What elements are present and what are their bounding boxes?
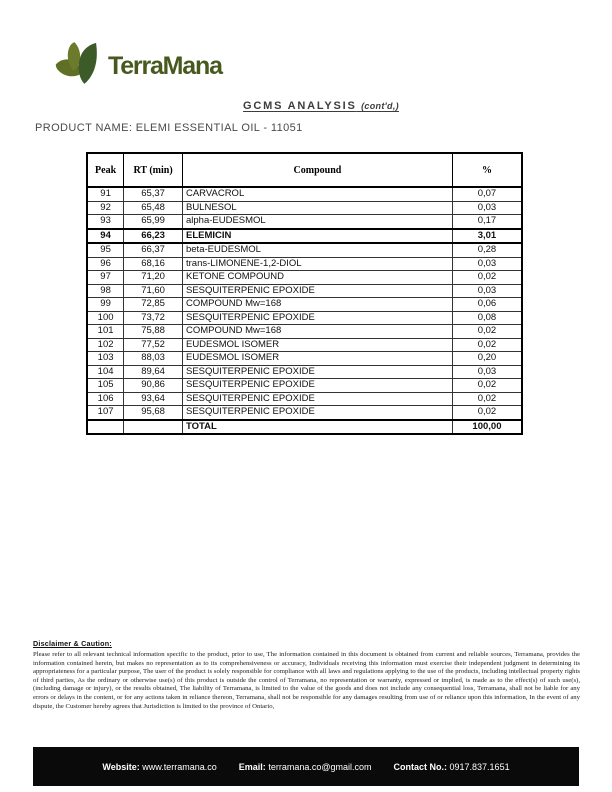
cell-pct: 0,17 [452, 215, 522, 229]
cell-pct: 0,02 [452, 406, 522, 420]
cell-compound: CARVACROL [182, 187, 452, 201]
cell-rt: 93,64 [124, 392, 183, 406]
cell-pct: 0,20 [452, 352, 522, 366]
cell-compound: trans-LIMONENE-1,2-DIOL [182, 257, 452, 271]
cell-peak: 101 [87, 325, 124, 339]
cell-rt: 66,37 [124, 243, 183, 257]
table-body [87, 187, 522, 434]
cell-pct: 0,06 [452, 298, 522, 312]
header-peak: Peak [87, 153, 124, 187]
cell-peak: 94 [87, 229, 124, 244]
cell-peak: 102 [87, 338, 124, 352]
cell-compound: COMPOUND Mw=168 [182, 298, 452, 312]
cell-compound: SESQUITERPENIC EPOXIDE [182, 311, 452, 325]
table-header-row [87, 153, 522, 187]
cell-pct: 0,03 [452, 257, 522, 271]
disclaimer-heading: Disclaimer & Caution: [33, 639, 112, 648]
cell-peak: 95 [87, 243, 124, 257]
cell-compound: COMPOUND Mw=168 [182, 325, 452, 339]
header-percent: % [452, 153, 522, 187]
product-name: PRODUCT NAME: ELEMI ESSENTIAL OIL - 11051 [35, 122, 303, 134]
cell-rt: 88,03 [124, 352, 183, 366]
footer-email [239, 762, 372, 772]
table-row [87, 284, 522, 298]
cell-peak: 91 [87, 187, 124, 201]
cell-peak: 97 [87, 271, 124, 285]
terramana-logo [55, 36, 222, 90]
cell-pct: 0,02 [452, 338, 522, 352]
table-row [87, 215, 522, 229]
table-row [87, 243, 522, 257]
cell-compound: beta-EUDESMOL [182, 243, 452, 257]
cell-compound: KETONE COMPOUND [182, 271, 452, 285]
cell-pct: 0,28 [452, 243, 522, 257]
cell-pct: 0,08 [452, 311, 522, 325]
cell-peak: 105 [87, 379, 124, 393]
cell-rt [124, 420, 183, 435]
table-row [87, 257, 522, 271]
cell-peak: 93 [87, 215, 124, 229]
cell-rt: 66,23 [124, 229, 183, 244]
document-title [0, 96, 612, 114]
cell-compound: alpha-EUDESMOL [182, 215, 452, 229]
cell-pct: 100,00 [452, 420, 522, 435]
cell-compound: SESQUITERPENIC EPOXIDE [182, 365, 452, 379]
cell-rt: 75,88 [124, 325, 183, 339]
table-row [87, 229, 522, 244]
brand-name: TerraMana [108, 51, 222, 80]
table-row [87, 365, 522, 379]
cell-pct: 0,02 [452, 392, 522, 406]
footer-website-label: Website: [102, 761, 140, 772]
table-row [87, 406, 522, 420]
table-row [87, 325, 522, 339]
header-compound: Compound [182, 153, 452, 187]
table-row [87, 187, 522, 201]
footer-website-value: www.terramana.co [142, 761, 217, 772]
gcms-results-table [86, 152, 523, 435]
leaves-icon [55, 36, 103, 90]
cell-peak: 98 [87, 284, 124, 298]
cell-pct: 3,01 [452, 229, 522, 244]
footer-bar [33, 747, 579, 786]
footer-website [102, 762, 216, 772]
table-row [87, 338, 522, 352]
cell-compound: SESQUITERPENIC EPOXIDE [182, 392, 452, 406]
cell-rt: 72,85 [124, 298, 183, 312]
cell-peak: 103 [87, 352, 124, 366]
disclaimer-section [33, 639, 580, 711]
title-suffix: (cont'd,) [361, 101, 399, 111]
disclaimer-body: Please refer to all relevant technical information specific to the product, prior to use, The information contained in this document is obtained from current and reliable sources, Terramana, provides the information contained herein, but makes no representation as to its comprehensiveness or accuracy, Individuals receiving this information must exercise their independent judgment in determining its appropriateness for a particular purpose, The user of the product is solely responsible for compliance with all laws and regulations applying to the use of the products, including intellectual property rights of third parties, As the ordinary or otherwise use(s) of this product is outside the control of Terramana, no representation or warranty, expressed or implied, is made as to the effect(s) of such use(s), (including damage or injury), or the results obtained, The liability of Terramana, is limited to the value of the goods and does not include any consequential loss, Terramana, shall not be liable for any errors or delays in the content, or for any actions taken in reliance thereon, Terramana, shall not be responsible for any damages resulting from use of or reliance upon this information, In the event of any dispute, the Customer hereby agrees that Jurisdiction is limited to the province of Ontario, [33, 651, 580, 710]
cell-rt: 95,68 [124, 406, 183, 420]
cell-rt: 65,48 [124, 201, 183, 215]
cell-peak: 92 [87, 201, 124, 215]
cell-peak: 100 [87, 311, 124, 325]
cell-rt: 89,64 [124, 365, 183, 379]
table-row [87, 201, 522, 215]
cell-peak: 99 [87, 298, 124, 312]
cell-compound: EUDESMOL ISOMER [182, 338, 452, 352]
cell-pct: 0,03 [452, 284, 522, 298]
cell-pct: 0,02 [452, 271, 522, 285]
table-row [87, 352, 522, 366]
cell-rt: 68,16 [124, 257, 183, 271]
cell-compound: TOTAL [182, 420, 452, 435]
cell-compound: EUDESMOL ISOMER [182, 352, 452, 366]
table-row [87, 311, 522, 325]
cell-rt: 77,52 [124, 338, 183, 352]
table-row [87, 271, 522, 285]
cell-compound: SESQUITERPENIC EPOXIDE [182, 379, 452, 393]
cell-peak: 107 [87, 406, 124, 420]
cell-peak: 96 [87, 257, 124, 271]
cell-compound: BULNESOL [182, 201, 452, 215]
cell-pct: 0,02 [452, 325, 522, 339]
footer-email-label: Email: [238, 761, 266, 772]
cell-pct: 0,07 [452, 187, 522, 201]
table-row-total [87, 420, 522, 435]
cell-rt: 73,72 [124, 311, 183, 325]
cell-peak: 104 [87, 365, 124, 379]
title-main: GCMS ANALYSIS [243, 100, 357, 112]
cell-rt: 90,86 [124, 379, 183, 393]
table-header [87, 153, 522, 187]
footer-contact-label: Contact No.: [393, 761, 447, 772]
cell-pct: 0,03 [452, 201, 522, 215]
cell-peak [87, 420, 124, 435]
footer-contact-value: 0917.837.1651 [449, 761, 510, 772]
cell-rt: 71,60 [124, 284, 183, 298]
cell-compound: SESQUITERPENIC EPOXIDE [182, 284, 452, 298]
header-rt: RT (min) [124, 153, 183, 187]
cell-pct: 0,02 [452, 379, 522, 393]
cell-pct: 0,03 [452, 365, 522, 379]
cell-rt: 65,99 [124, 215, 183, 229]
cell-compound: ELEMICIN [182, 229, 452, 244]
cell-rt: 71,20 [124, 271, 183, 285]
table-row [87, 298, 522, 312]
footer-email-value: terramana.co@gmail.com [268, 761, 372, 772]
footer-contact [394, 762, 510, 772]
cell-rt: 65,37 [124, 187, 183, 201]
table-row [87, 392, 522, 406]
cell-peak: 106 [87, 392, 124, 406]
table-row [87, 379, 522, 393]
cell-compound: SESQUITERPENIC EPOXIDE [182, 406, 452, 420]
